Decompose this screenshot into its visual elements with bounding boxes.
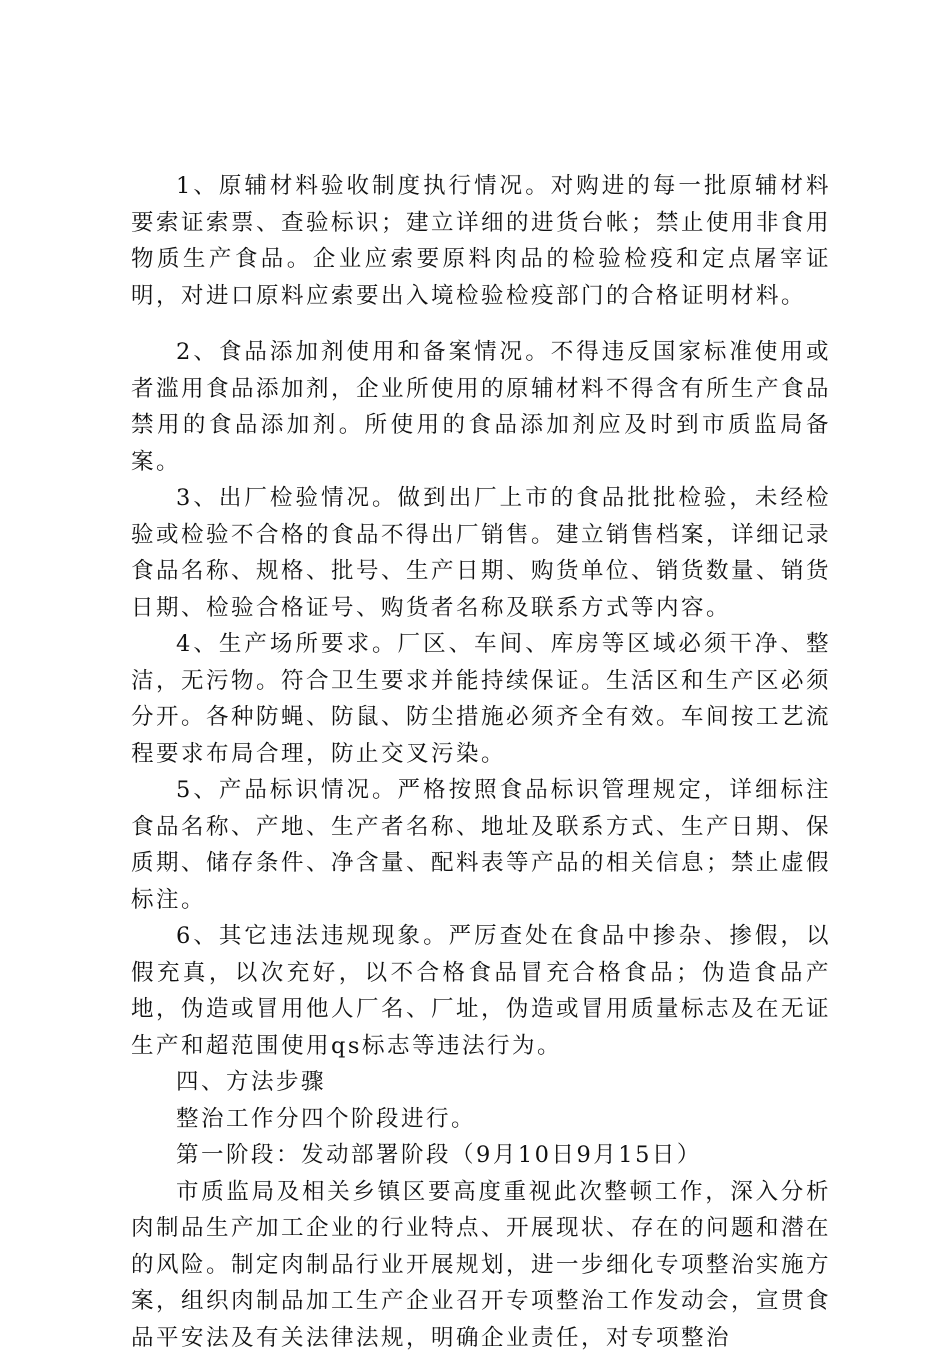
paragraph-raw-material-inspection: 1、原辅材料验收制度执行情况。对购进的每一批原辅材料要索证索票、查验标识；建立详细的进货台帐；禁止使用非食用物质生产食品。企业应索要原料肉品的检验检疫和定点屠宰证明，对进口原料应索要出入境检验检疫部门的合格证明材料。	[131, 168, 831, 314]
section-heading-methods: 四、方法步骤	[131, 1064, 831, 1101]
paragraph-stage-one-body: 市质监局及相关乡镇区要高度重视此次整顿工作，深入分析肉制品生产加工企业的行业特点、开展现状、存在的问题和潜在的风险。制定肉制品行业开展规划，进一步细化专项整治实施方案，组织肉制品加工生产企业召开专项整治工作发动会，宣贯食品平安法及有关法律法规，明确企业责任，对专项整治	[131, 1174, 831, 1356]
paragraph-food-additives: 2、食品添加剂使用和备案情况。不得违反国家标准使用或者滥用食品添加剂，企业所使用的原辅材料不得含有所生产食品禁用的食品添加剂。所使用的食品添加剂应及时到市质监局备案。	[131, 334, 831, 480]
paragraph-production-site: 4、生产场所要求。厂区、车间、库房等区域必须干净、整洁，无污物。符合卫生要求并能持续保证。生活区和生产区必须分开。各种防蝇、防鼠、防尘措施必须齐全有效。车间按工艺流程要求布局合理，防止交叉污染。	[131, 626, 831, 772]
paragraph-product-labeling: 5、产品标识情况。严格按照食品标识管理规定，详细标注食品名称、产地、生产者名称、地址及联系方式、生产日期、保质期、储存条件、净含量、配料表等产品的相关信息；禁止虚假标注。	[131, 772, 831, 918]
paragraph-factory-inspection: 3、出厂检验情况。做到出厂上市的食品批批检验，未经检验或检验不合格的食品不得出厂销售。建立销售档案，详细记录食品名称、规格、批号、生产日期、购货单位、销货数量、销货日期、检验合格证号、购货者名称及联系方式等内容。	[131, 480, 831, 626]
paragraph-four-stages: 整治工作分四个阶段进行。	[131, 1101, 831, 1138]
paragraph-gap	[131, 314, 831, 334]
stage-one-heading: 第一阶段：发动部署阶段（9月10日9月15日）	[131, 1137, 831, 1174]
paragraph-other-violations: 6、其它违法违规现象。严厉查处在食品中掺杂、掺假，以假充真，以次充好，以不合格食品冒充合格食品；伪造食品产地，伪造或冒用他人厂名、厂址，伪造或冒用质量标志及在无证生产和超范围使用qs标志等违法行为。	[131, 918, 831, 1064]
document-page	[131, 168, 831, 1356]
